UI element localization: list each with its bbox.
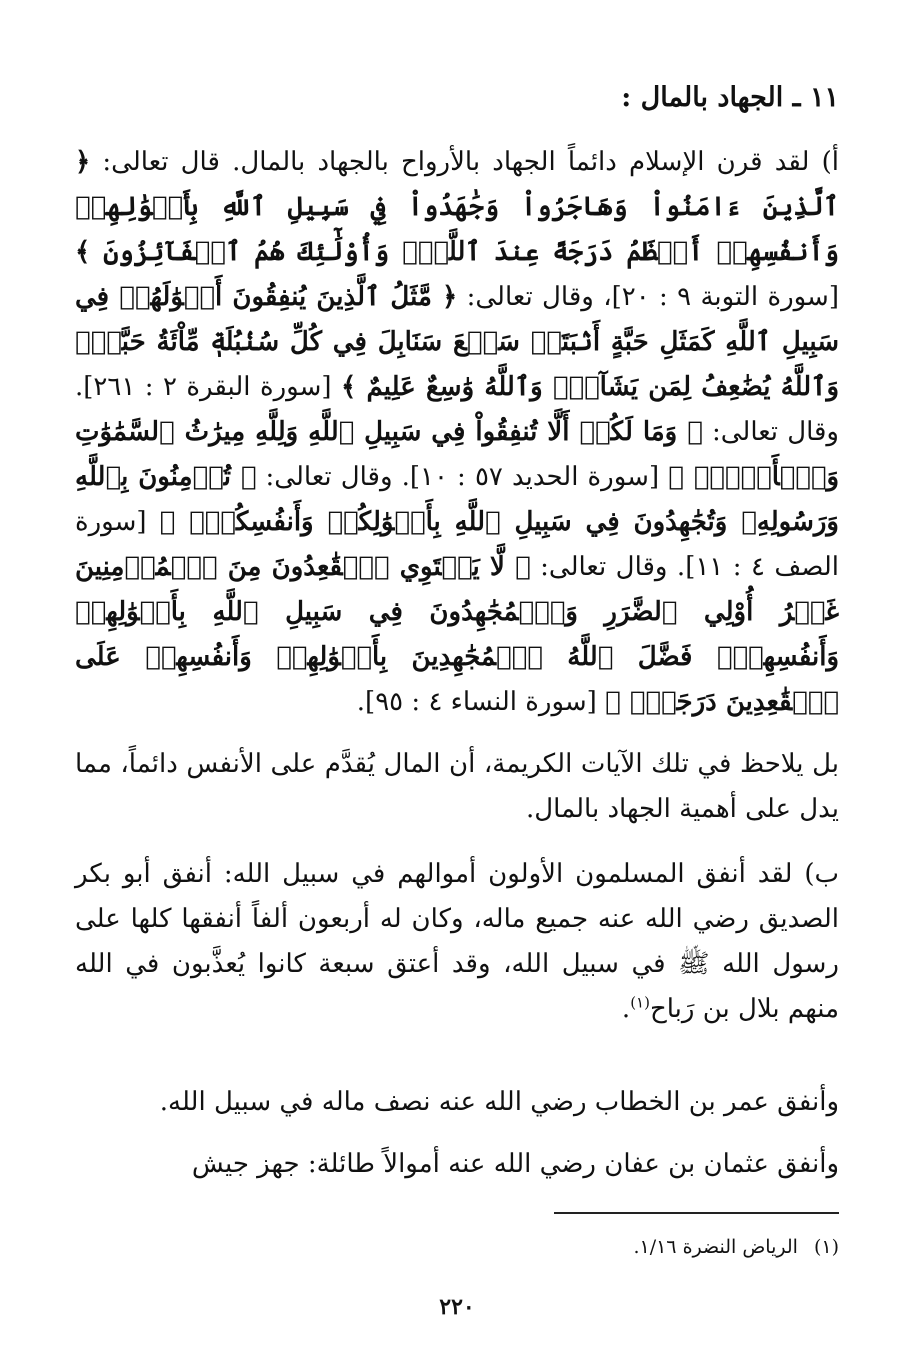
paragraph-umar: وأنفق عمر بن الخطاب رضي الله عنه نصف ماله في سبيل الله.: [159, 1087, 839, 1117]
quran-verse-baqarah: ﴿ مَّثَلُ ٱلَّذِينَ يُنفِقُونَ أَمۡوَٰلَهُمۡ فِي سَبِيلِ ٱللَّهِ كَمَثَلِ حَبَّةٍ أَنۢبَتَتۡ سَبۡعَ سَنَابِلَ فِي كُلِّ سُنۢبُلَةٖ مِّاْئَةُ حَبَّةٖۗ وَٱللَّهُ يُضَٰعِفُ لِمَن يَشَآءُۚ وَٱللَّهُ وَٰسِعٌ عَلِيمٌ ﴾: [75, 282, 839, 402]
verse-reference-tawbah: [سورة التوبة ٩ : ٢٠]، وقال تعالى:: [457, 282, 839, 312]
quran-verse-hadid: ﴿ وَمَا لَكُمۡ أَلَّا تُنفِقُواْ فِي سَبِيلِ ٱللَّهِ وَلِلَّهِ مِيرَٰثُ ٱلسَّمَٰوَٰتِ وَٱلۡأَرۡضِۚ ﴾: [75, 417, 839, 492]
paragraph-a: [75, 140, 839, 725]
quran-verse-nisa: ﴿ لَّا يَسۡتَوِي ٱلۡقَٰعِدُونَ مِنَ ٱلۡمُؤۡمِنِينَ غَيۡرُ أُوْلِي ٱلضَّرَرِ وَٱلۡمُجَٰهِدُونَ فِي سَبِيلِ ٱللَّهِ بِأَمۡوَٰلِهِمۡ وَأَنفُسِهِمۡۚ فَضَّلَ ٱللَّهُ ٱلۡمُجَٰهِدِينَ بِأَمۡوَٰلِهِمۡ وَأَنفُسِهِمۡ عَلَى ٱلۡقَٰعِدِينَ دَرَجَةٗۚ ﴾: [75, 552, 839, 717]
quran-verse-tawbah: ﴿ ٱلَّذِينَ ءَامَنُواْ وَهَاجَرُواْ وَجَٰهَدُواْ فِي سَبِيلِ ٱللَّهِ بِأَمۡوَٰلِهِمۡ وَأَنفُسِهِمۡ أَعۡظَمُ دَرَجَةً عِندَ ٱللَّهِۚ وَأُوْلَٰٓئِكَ هُمُ ٱلۡفَآئِزُونَ ﴾: [75, 147, 839, 267]
verse-reference-nisa: [سورة النساء ٤ : ٩٥].: [356, 687, 606, 717]
verse-reference-baqarah: [سورة البقرة ٢ : ٢٦١]. وقال تعالى:: [75, 372, 839, 447]
page-number: ٢٢٠: [439, 1294, 475, 1320]
paragraph-b: [75, 852, 839, 1032]
paragraph-uthman: وأنفق عثمان بن عفان رضي الله عنه أموالاً طائلة: جهز جيش: [191, 1149, 839, 1179]
footnote-number: (١): [813, 1236, 839, 1258]
paragraph-a-intro: أ) لقد قرن الإسلام دائماً الجهاد بالأرواح بالجهاد بالمال. قال تعالى:: [90, 147, 839, 177]
footnote: [75, 1232, 839, 1262]
footnote-text: الرياض النضرة ١/١٦.: [633, 1236, 798, 1258]
quran-verse-saff: ﴿ تُؤۡمِنُونَ بِٱللَّهِ وَرَسُولِهِۦ وَتُجَٰهِدُونَ فِي سَبِيلِ ٱللَّهِ بِأَمۡوَٰلِكُمۡ وَأَنفُسِكُمۡۚ ﴾: [75, 462, 839, 537]
verse-reference-hadid: [سورة الحديد ٥٧ : ١٠]. وقال تعالى:: [256, 462, 669, 492]
verse-reference-saff: [سورة الصف ٤ : ١١]. وقال تعالى:: [75, 507, 840, 582]
paragraph-note: بل يلاحظ في تلك الآيات الكريمة، أن المال يُقدَّم على الأنفس دائماً، مما يدل على أهمية الجهاد بالمال.: [75, 749, 839, 824]
paragraph-b-end: .: [621, 994, 631, 1024]
paragraph-b-text: ب) لقد أنفق المسلمون الأولون أموالهم في سبيل الله: أنفق أبو بكر الصديق رضي الله عنه جميع ماله، وكان له أربعون ألفاً أنفقها كلها على رسول الله ﷺ في سبيل الله، وقد أعتق سبعة كانوا يُعذَّبون في الله منهم بلال بن رَباح: [75, 859, 839, 1024]
footnote-reference-mark[interactable]: (١): [630, 993, 650, 1012]
footnote-divider: [554, 1212, 839, 1214]
section-heading: ١١ ـ الجهاد بالمال :: [621, 82, 839, 113]
